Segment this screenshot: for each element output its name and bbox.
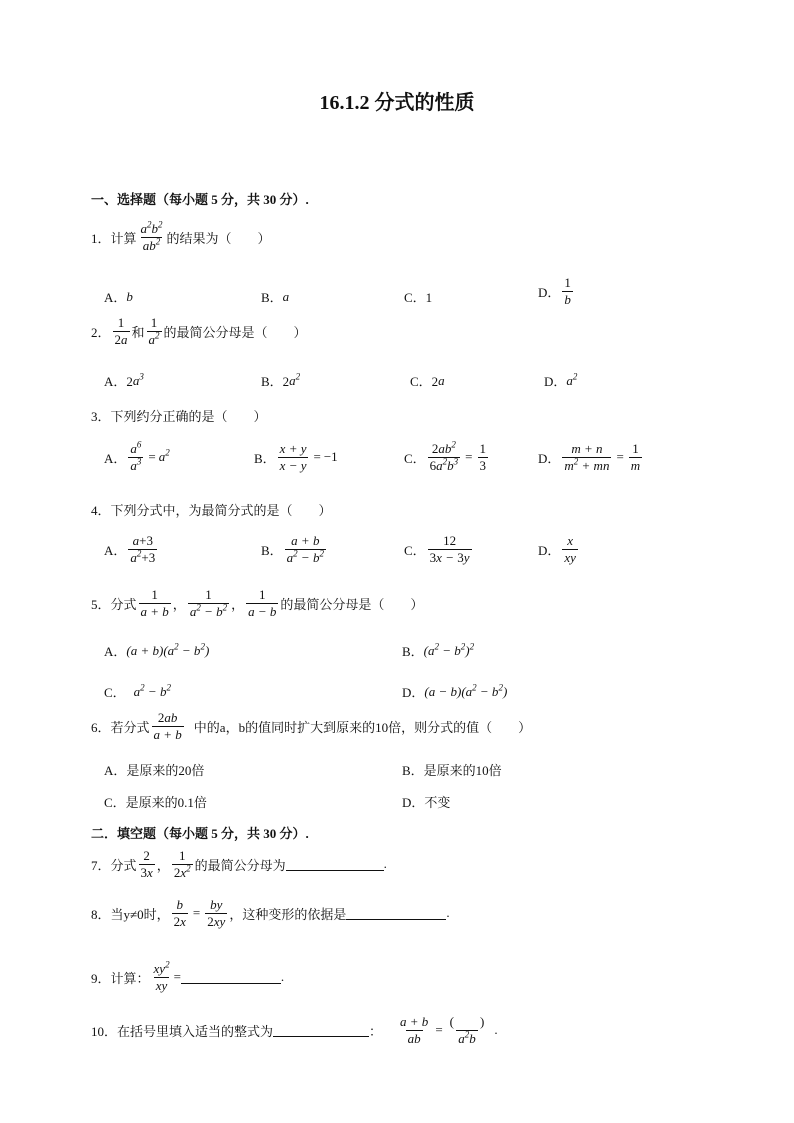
fraction: $\frac{a^2b^2}{ab^2}$	[140, 219, 163, 253]
option-3a[interactable]: A． $\frac{a^6}{a^3}$ = $a^2$	[104, 439, 170, 473]
answer-blank-8[interactable]	[346, 907, 446, 920]
option-5b[interactable]: B． $(a^2 - b^2)^2$	[402, 641, 475, 659]
section-heading-choice: 一、选择题（每小题 5 分，共 30 分）.	[91, 192, 309, 207]
page-title: 16.1.2 分式的性质	[319, 92, 475, 114]
question-4: 4．下列分式中，为最简分式的是（ ）	[91, 503, 332, 518]
question-2: 2． $\frac{1}{2a}$ 和 $\frac{1}{a^2}$ 的最简公分母是（ ）	[91, 315, 307, 347]
option-2c[interactable]: C．2 a	[410, 372, 445, 389]
option-4b[interactable]: B． $\frac{a + b}{a^2 - b^2}$	[261, 533, 324, 565]
option-1a[interactable]: A． b	[104, 288, 133, 305]
option-3d[interactable]: D． $\frac{m + n}{m^2 + mn}$ = $\frac{1}{m}$	[538, 441, 641, 473]
answer-blank-7[interactable]	[286, 858, 384, 871]
option-1d[interactable]: D． $\frac{1}{b}$	[538, 275, 571, 307]
question-10: 10．在括号里填入适当的整式为 ： $\frac{a + b}{ab}$ = $\frac{( )}{a^2b}$ .	[91, 1014, 498, 1046]
option-5c[interactable]: C． $a^2 - b^2$	[104, 682, 171, 700]
option-3b[interactable]: B． $\frac{x + y}{x - y}$ = −1	[254, 441, 338, 473]
option-3c[interactable]: C． $\frac{2ab^2}{6a^2b^3}$ = $\frac{1}{3}$	[404, 439, 487, 473]
question-5: 5．分式 $\frac{1}{a + b}$ ， $\frac{1}{a^2 - b^2}$ ， $\frac{1}{a - b}$ 的最简公分母是（ ）	[91, 587, 424, 619]
option-1b[interactable]: B． a	[261, 288, 290, 305]
answer-blank-10[interactable]	[273, 1024, 369, 1037]
option-4d[interactable]: D． $\frac{x}{xy}$	[538, 533, 576, 565]
option-4c[interactable]: C． $\frac{12}{3x - 3y}$	[404, 533, 470, 565]
question-8: 8．当y≠0时， $\frac{b}{2x}$ = $\frac{by}{2xy}$ ，这种变形的依据是 .	[91, 897, 450, 929]
question-1: 1．计算 $\frac{a^2b^2}{ab^2}$ 的结果为（ ）	[91, 219, 271, 253]
option-1c[interactable]: C．1	[404, 290, 433, 305]
option-2a[interactable]: A．2 $a^3$	[104, 371, 144, 389]
question-3: 3．下列约分正确的是（ ）	[91, 409, 267, 424]
option-6d[interactable]: D．不变	[402, 795, 451, 810]
question-9: 9．计算： $\frac{xy^2}{xy}$ = .	[91, 959, 285, 993]
option-6b[interactable]: B．是原来的10倍	[402, 763, 502, 778]
option-4a[interactable]: A． $\frac{a+3}{a^2+3}$	[104, 533, 156, 565]
option-2b[interactable]: B．2 $a^2$	[261, 371, 301, 389]
option-2d[interactable]: D． $a^2$	[544, 371, 578, 389]
question-6: 6．若分式 $\frac{2ab}{a + b}$ 中的a，b的值同时扩大到原来的10倍，则分式的值（ ）	[91, 710, 532, 742]
answer-blank-9[interactable]	[181, 971, 281, 984]
option-5a[interactable]: A． $(a + b)(a^2 - b^2)$	[104, 641, 210, 659]
section-heading-fill: 二．填空题（每小题 5 分，共 30 分）.	[91, 826, 309, 841]
question-7: 7．分式 $\frac{2}{3x}$ ， $\frac{1}{2x^2}$ 的最简公分母为 .	[91, 848, 387, 880]
option-5d[interactable]: D． $(a - b)(a^2 - b^2)$	[402, 682, 508, 700]
option-6c[interactable]: C．是原来的0.1倍	[104, 795, 207, 810]
option-6a[interactable]: A．是原来的20倍	[104, 763, 205, 778]
